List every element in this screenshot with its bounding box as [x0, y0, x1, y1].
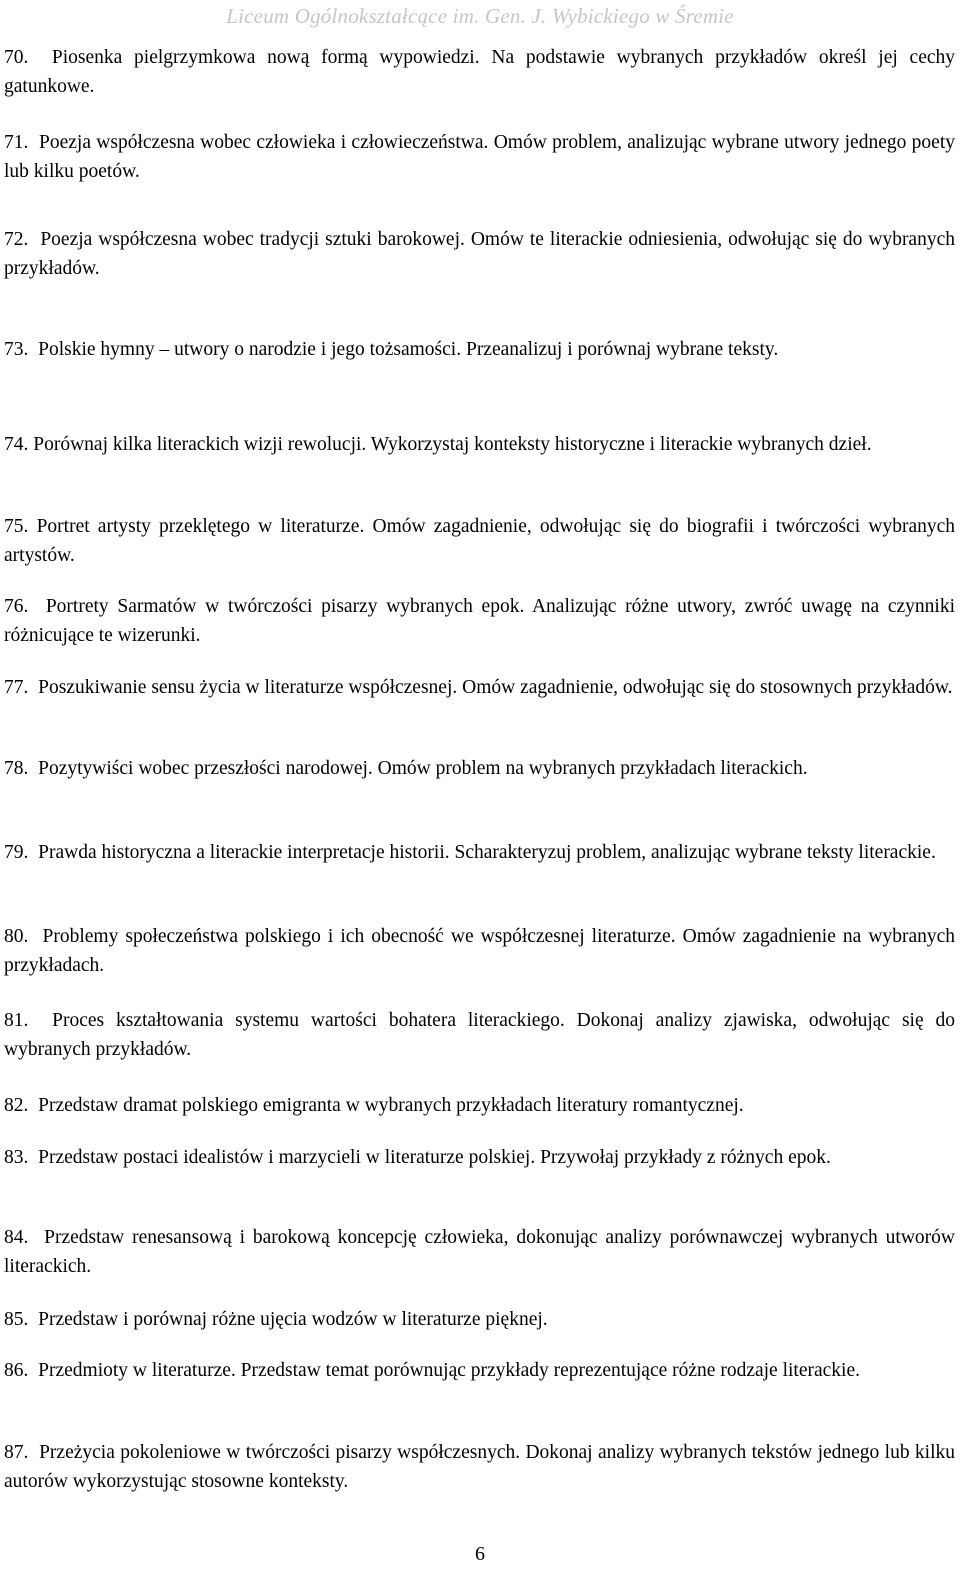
topic-text: Przedstaw i porównaj różne ujęcia wodzów w literaturze pięknej. [38, 1309, 548, 1330]
page-header-school-name: Liceum Ogólnokształcące im. Gen. J. Wybickiego w Śremie [226, 4, 734, 28]
topic-text: Portrety Sarmatów w twórczości pisarzy wybranych epok. Analizując różne utwory, zwróć uwagę na czynniki różnicujące te wizerunki. [4, 596, 956, 646]
topic-text: Przeżycia pokoleniowe w twórczości pisarzy współczesnych. Dokonaj analizy wybranych tekstów jednego lub kilku autorów wykorzystując stosowne konteksty. [4, 1442, 956, 1492]
page-number: 6 [475, 1543, 485, 1565]
topic-number: 82. [4, 1095, 29, 1116]
topic-text: Przedmioty w literaturze. Przedstaw temat porównując przykłady reprezentujące różne rodzaje literackie. [38, 1360, 860, 1381]
topic-number: 84. [4, 1227, 29, 1248]
topic-number: 76. [4, 596, 29, 617]
topic-item [4, 431, 955, 460]
topic-number: 86. [4, 1360, 29, 1381]
topic-item [4, 593, 955, 650]
topic-item [4, 1007, 955, 1064]
topic-item [4, 755, 955, 784]
topic-number: 77. [4, 677, 29, 698]
topic-number: 73. [4, 339, 29, 360]
topic-item [4, 1224, 955, 1281]
topic-text: Poszukiwanie sensu życia w literaturze współczesnej. Omów zagadnienie, odwołując się do stosownych przykładów. [38, 677, 953, 698]
topic-text: Porównaj kilka literackich wizji rewolucji. Wykorzystaj konteksty historyczne i literackie wybranych dzieł. [33, 434, 872, 455]
topic-text: Poezja współczesna wobec tradycji sztuki barokowej. Omów te literackie odniesienia, odwołując się do wybranych przykładów. [4, 229, 955, 279]
topic-item [4, 44, 955, 101]
topic-text: Przedstaw dramat polskiego emigranta w wybranych przykładach literatury romantycznej. [38, 1095, 744, 1116]
topic-number: 75. [4, 516, 29, 537]
topic-text: Przedstaw postaci idealistów i marzycieli w literaturze polskiej. Przywołaj przykłady z różnych epok. [38, 1147, 831, 1168]
topic-item [4, 839, 955, 868]
topic-number: 85. [4, 1309, 29, 1330]
topic-item [4, 336, 955, 365]
topic-text: Proces kształtowania systemu wartości bohatera literackiego. Dokonaj analizy zjawiska, odwołując się do wybranych przykładów. [4, 1010, 955, 1060]
topic-text: Przedstaw renesansową i barokową koncepcję człowieka, dokonując analizy porównawczej wybranych utworów literackich. [4, 1227, 955, 1277]
topic-text: Polskie hymny – utwory o narodzie i jego tożsamości. Przeanalizuj i porównaj wybrane teksty. [38, 339, 779, 360]
topic-item [4, 1439, 955, 1496]
topic-item [4, 226, 955, 283]
topic-text: Portret artysty przeklętego w literaturze. Omów zagadnienie, odwołując się do biografii i twórczości wybranych artystów. [4, 516, 956, 566]
topic-text: Problemy społeczeństwa polskiego i ich obecność we współczesnej literaturze. Omów zagadnienie na wybranych przykładach. [4, 926, 955, 976]
topic-number: 80. [4, 926, 29, 947]
topic-number: 70. [4, 47, 29, 68]
topic-number: 81. [4, 1010, 29, 1031]
topic-number: 72. [4, 229, 29, 250]
topic-number: 71. [4, 132, 29, 153]
topic-text: Pozytywiści wobec przeszłości narodowej. Omów problem na wybranych przykładach literackich. [38, 758, 808, 779]
topic-item [4, 1144, 955, 1173]
topic-number: 83. [4, 1147, 29, 1168]
topic-text: Prawda historyczna a literackie interpretacje historii. Scharakteryzuj problem, analizując wybrane teksty literackie. [38, 842, 936, 863]
topic-item [4, 923, 955, 980]
topic-item [4, 1092, 955, 1121]
topic-item [4, 674, 955, 703]
topic-text: Piosenka pielgrzymkowa nową formą wypowiedzi. Na podstawie wybranych przykładów określ jej cechy gatunkowe. [4, 47, 955, 97]
topic-item [4, 1357, 955, 1386]
topic-item [4, 513, 955, 570]
topic-number: 74. [4, 434, 29, 455]
topic-item [4, 1306, 955, 1335]
topic-number: 87. [4, 1442, 29, 1463]
topic-number: 78. [4, 758, 29, 779]
topic-number: 79. [4, 842, 29, 863]
topic-text: Poezja współczesna wobec człowieka i człowieczeństwa. Omów problem, analizując wybrane utwory jednego poety lub kilku poetów. [4, 132, 955, 182]
topic-item [4, 129, 955, 186]
